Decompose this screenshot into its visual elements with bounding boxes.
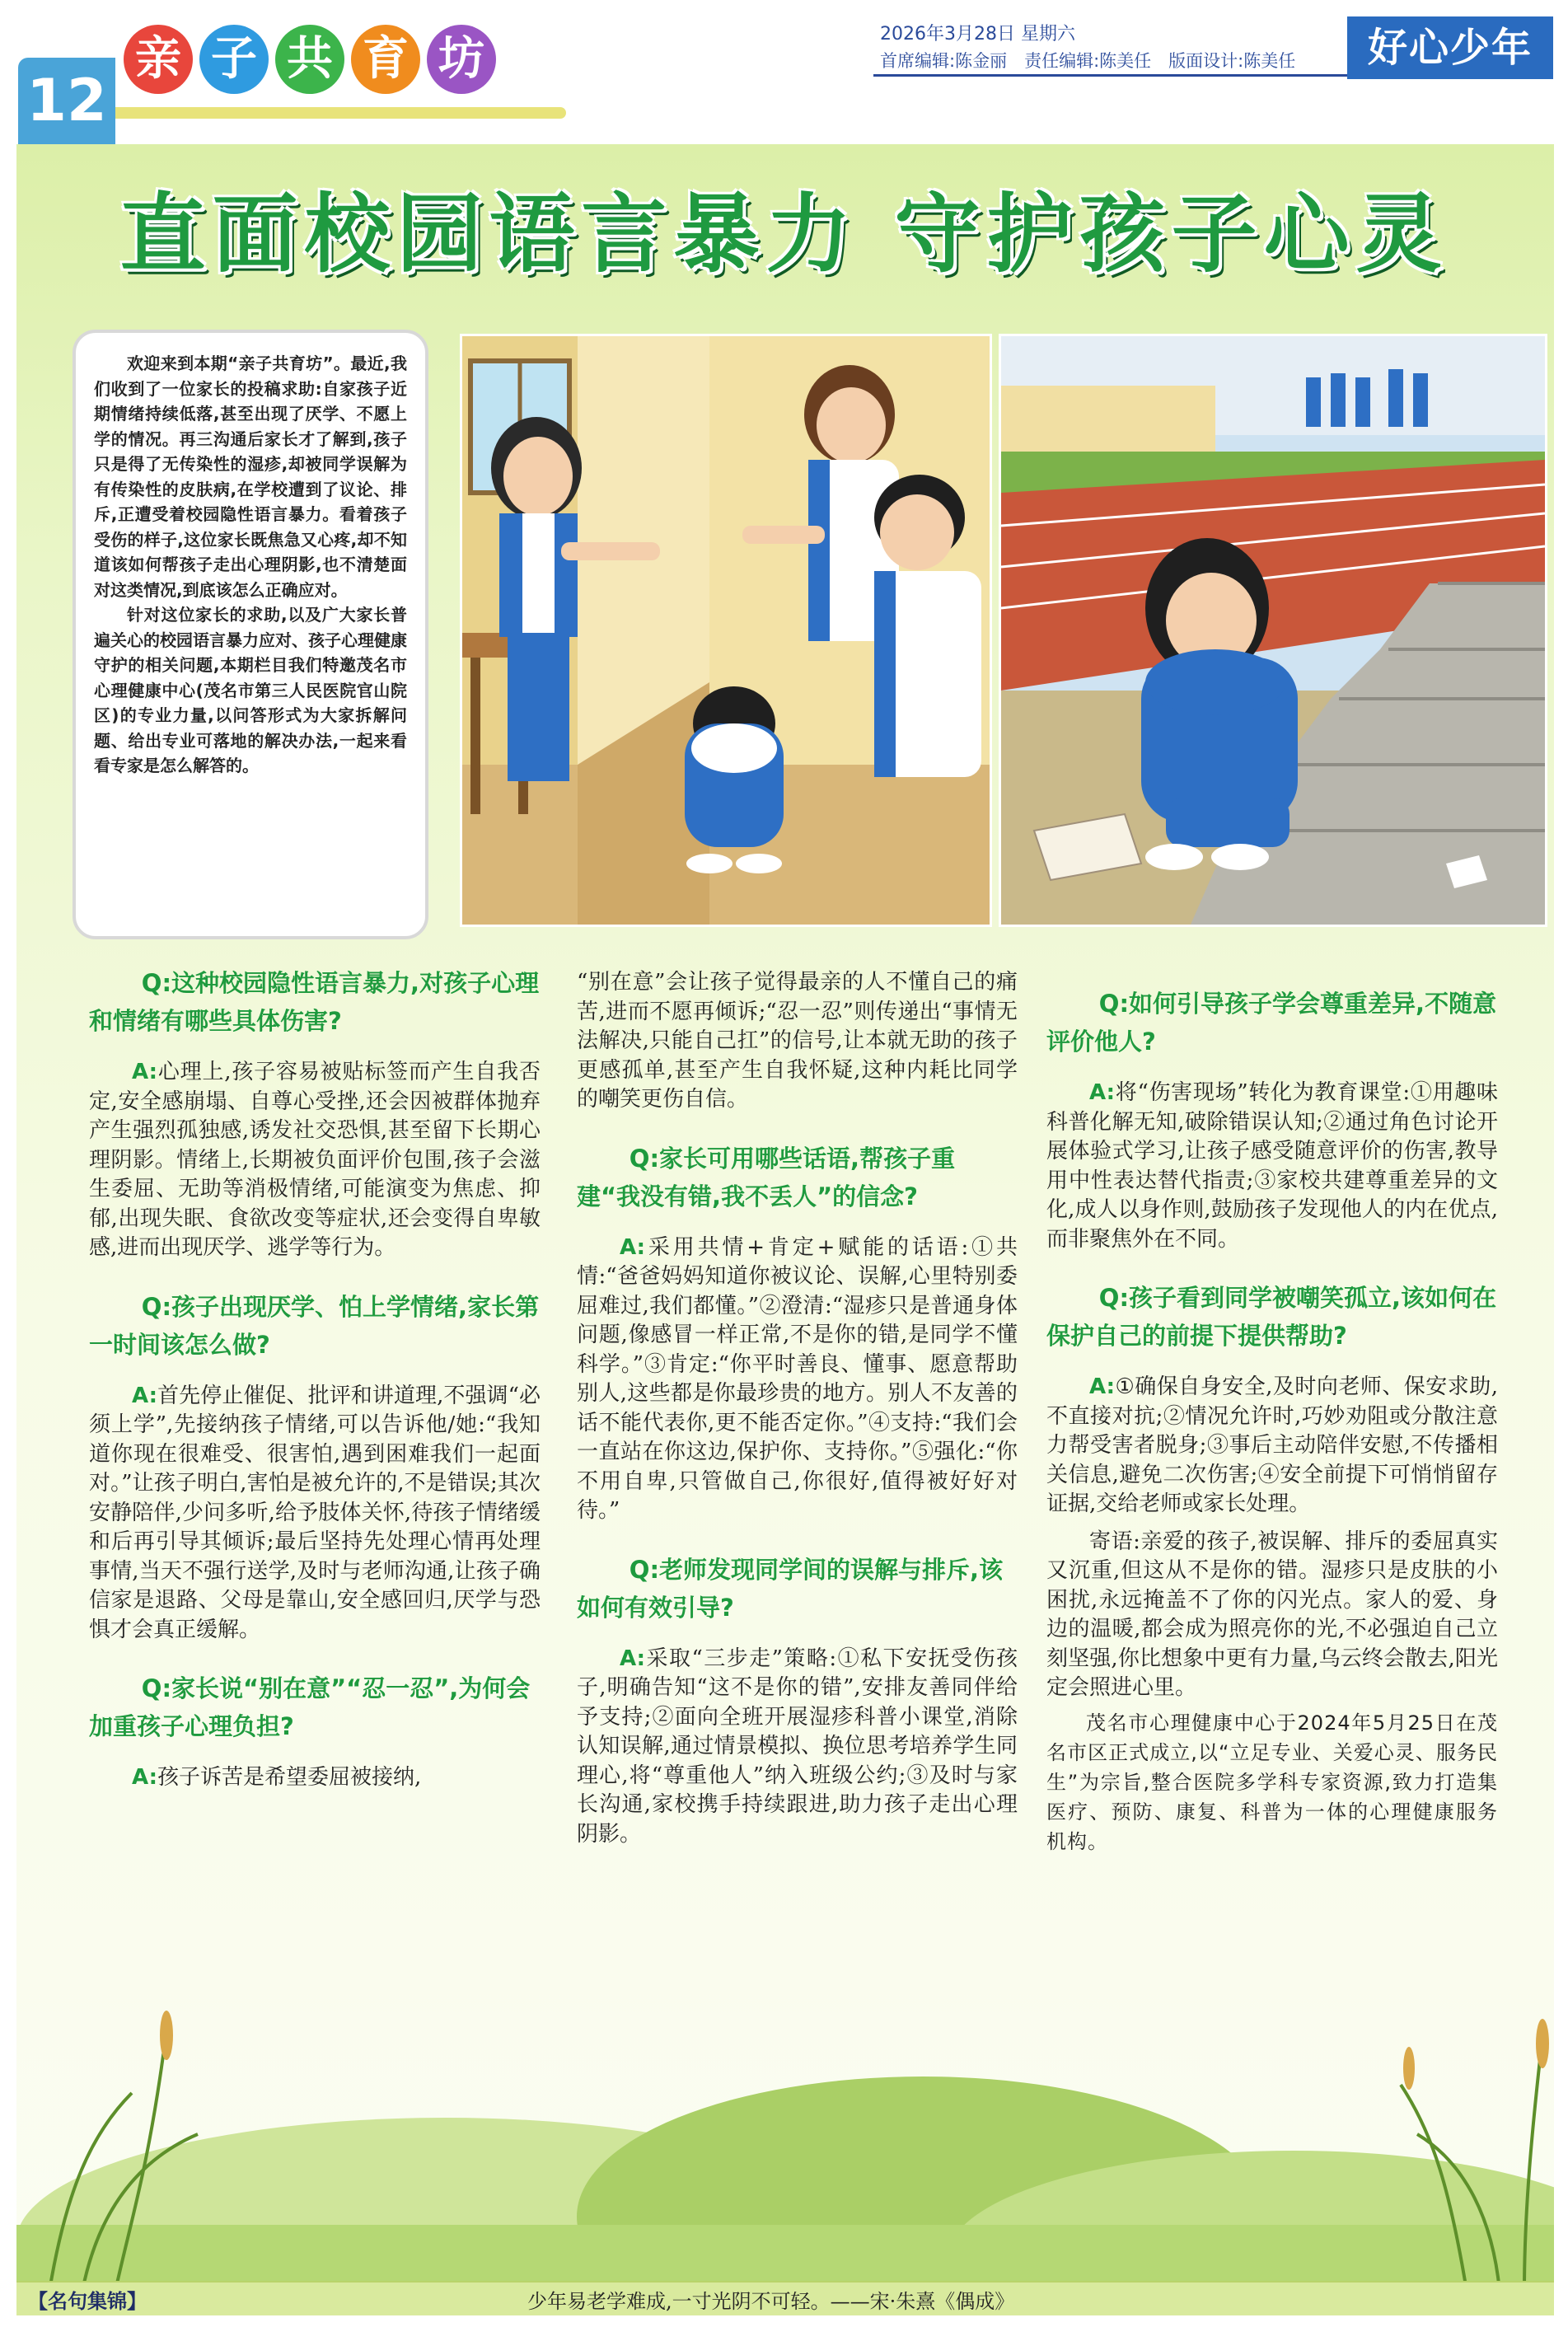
answer-label: A: <box>1089 1080 1116 1105</box>
column-2 <box>577 968 1018 1874</box>
answer-label: A: <box>132 1383 158 1408</box>
answer-paragraph <box>1046 1373 1498 1519</box>
answer-label: A: <box>132 1060 158 1084</box>
answer-paragraph <box>577 1645 1018 1850</box>
classroom-illustration <box>460 334 992 927</box>
header-divider <box>873 74 1347 77</box>
column-char: 共 <box>275 25 344 94</box>
question-heading: Q:老师发现同学间的误解与排斥,该如何有效引导? <box>577 1555 1004 1622</box>
answer-text: 心理上,孩子容易被贴标签而产生自我否定,安全感崩塌、自尊心受挫,还会因被群体抛弃产生强烈孤独感,诱发社交恐惧,甚至留下长期心理阴影。情绪上,长期被负面评价包围,孩子会滋生委屈、无助等消极情绪,可能演变为焦虑、抑郁,出现失眠、食欲改变等症状,还会变得自卑敏感,进而出现厌学、逃学等行为。 <box>89 1060 541 1260</box>
answer-continuation: “别在意”会让孩子觉得最亲的人不懂自己的痛苦,进而不愿再倾诉;“忍一忍”则传递出“事情无法解决,只能自己扛”的信号,让本就无助的孩子更感孤单,甚至产生自我怀疑,这种内耗比同学的嘲笑更伤自信。 <box>577 970 1018 1112</box>
question-heading: Q:孩子看到同学被嘲笑孤立,该如何在保护自己的前提下提供帮助? <box>1046 1284 1497 1350</box>
answer-label: A: <box>1089 1374 1116 1399</box>
column-3 <box>1046 985 1498 1856</box>
answer-text: 采用共情+肯定+赋能的话语:①共情:“爸爸妈妈知道你被议论、误解,心里特别委屈难过,我们都懂。”②澄清:“湿疹只是普通身体问题,像感冒一样正常,不是你的错,是同学不懂科学。”③肯定:“你平时善良、懂事、愿意帮助别人,这些都是你最珍贵的地方。别人不友善的话不能代表你,更不能否定你。”④支持:“我们会一直站在你这边,保护你、支持你。”⑤强化:“你不用自卑,只管做自己,你很好,值得被好好对待。” <box>577 1234 1018 1523</box>
footer-quote: 少年易老学难成,一寸光阴不可轻。——宋·朱熹《偶成》 <box>527 2290 1015 2313</box>
footer-tag: 【名句集锦】 <box>28 2290 147 2313</box>
question-heading: Q:这种校园隐性语言暴力,对孩子心理和情绪有哪些具体伤害? <box>89 969 540 1035</box>
column-char: 子 <box>199 25 269 94</box>
editors-line: 首席编辑:陈金丽 责任编辑:陈美任 版面设计:陈美任 <box>880 51 1296 71</box>
stairs-illustration <box>999 334 1547 927</box>
intro-paragraph: 针对这位家长的求助,以及广大家长普遍关心的校园语言暴力应对、孩子心理健康守护的相关问题,本期栏目我们特邀茂名市心理健康中心(茂名市第三人民医院官山院区)的专业力量,以问答形式为大家拆解问题、给出专业可落地的解决办法,一起来看看专家是怎么解答的。 <box>94 605 407 775</box>
question-heading: Q:孩子出现厌学、怕上学情绪,家长第一时间该怎么做? <box>89 1292 540 1359</box>
column-char: 坊 <box>427 25 496 94</box>
answer-paragraph <box>89 1763 541 1793</box>
answer-label: A: <box>620 1234 646 1260</box>
issue-date: 2026年3月28日 星期六 <box>880 24 1075 44</box>
column-char: 育 <box>351 25 420 94</box>
column-1 <box>89 964 541 1818</box>
grass-decoration <box>16 1945 1554 2291</box>
answer-label: A: <box>620 1646 646 1671</box>
intro-box <box>73 330 428 939</box>
answer-paragraph <box>1046 1079 1498 1254</box>
answer-text: 将“伤害现场”转化为教育课堂:①用趣味科普化解无知,破除错误认知;②通过角色讨论开展体验式学习,让孩子感受随意评价的伤害,教导用中性表达替代指责;③家校共建尊重差异的文化,成人以身作则,鼓励孩子发现他人的内在优点,而非聚焦外在不同。 <box>1046 1080 1498 1252</box>
answer-text: 孩子诉苦是希望委屈被接纳, <box>157 1765 422 1790</box>
organization-intro: 茂名市心理健康中心于2024年5月25日在茂名市区正式成立,以“立足专业、关爱心灵、服务民生”为宗旨,整合医院多学科专家资源,致力打造集医疗、预防、康复、科普为一体的心理健康服务机构。 <box>1046 1711 1498 1853</box>
answer-text: 采取“三步走”策略:①私下安抚受伤孩子,明确告知“这不是你的错”,安排友善同伴给予支持;②面向全班开展湿疹科普小课堂,消除认知误解,通过情景模拟、换位思考培养学生同理心,将“尊重他人”纳入班级公约;③及时与家长沟通,家校携手持续跟进,助力孩子走出心理阴影。 <box>577 1646 1018 1847</box>
answer-paragraph <box>89 1382 541 1646</box>
question-heading: Q:如何引导孩子学会尊重差异,不随意评价他人? <box>1046 990 1497 1056</box>
answer-text: 首先停止催促、批评和讲道理,不强调“必须上学”,先接纳孩子情绪,可以告诉他/她:“我知道你现在很难受、很害怕,遇到困难我们一起面对。”让孩子明白,害怕是被允许的,不是错误;其次安静陪伴,少问多听,给予肢体关怀,待孩子情绪缓和后再引导其倾诉;最后坚持先处理心情再处理事情,当天不强行送学,及时与老师沟通,让孩子确信家是退路、父母是靠山,安全感回归,厌学与恐惧才会真正缓解。 <box>89 1383 541 1642</box>
classroom-scene <box>462 336 990 925</box>
question-heading: Q:家长可用哪些话语,帮孩子重建“我没有错,我不丢人”的信念? <box>577 1144 956 1210</box>
page-title: 直面校园语言暴力 守护孩子心灵 <box>119 184 1449 284</box>
question-heading: Q:家长说“别在意”“忍一忍”,为何会加重孩子心理负担? <box>89 1674 531 1740</box>
column-name <box>124 25 496 94</box>
answer-text: ①确保自身安全,及时向老师、保安求助,不直接对抗;②情况允许时,巧妙劝阻或分散注意力帮受害者脱身;③事后主动陪伴安慰,不传播相关信息,避免二次伤害;④安全前提下可悄悄留存证据,交给老师或家长处理。 <box>1046 1374 1498 1516</box>
answer-paragraph <box>89 1058 541 1263</box>
column-char: 亲 <box>124 25 193 94</box>
stairs-scene <box>1001 336 1545 925</box>
closing-message: 寄语:亲爱的孩子,被误解、排斥的委屈真实又沉重,但这从不是你的错。湿疹只是皮肤的小困扰,永远掩盖不了你的闪光点。家人的爱、身边的温暖,都会成为照亮你的光,不必强迫自己立刻坚强,你比想象中更有力量,乌云终会散去,阳光定会照进心里。 <box>1046 1529 1498 1700</box>
brand-logo: 好心少年 <box>1347 16 1553 79</box>
answer-label: A: <box>132 1765 158 1790</box>
intro-paragraph: 欢迎来到本期“亲子共育坊”。最近,我们收到了一位家长的投稿求助:自家孩子近期情绪持续低落,甚至出现了厌学、不愿上学的情况。再三沟通后家长才了解到,孩子只是得了无传染性的湿疹,却被同学误解为有传染性的皮肤病,在学校遭到了议论、排斥,正遭受着校园隐性语言暴力。看着孩子受伤的样子,这位家长既焦急又心疼,却不知道该如何帮孩子走出心理阴影,也不清楚面对这类情况,到底该怎么正确应对。 <box>94 353 407 600</box>
page-number: 12 <box>18 58 115 144</box>
answer-paragraph <box>577 1234 1018 1526</box>
